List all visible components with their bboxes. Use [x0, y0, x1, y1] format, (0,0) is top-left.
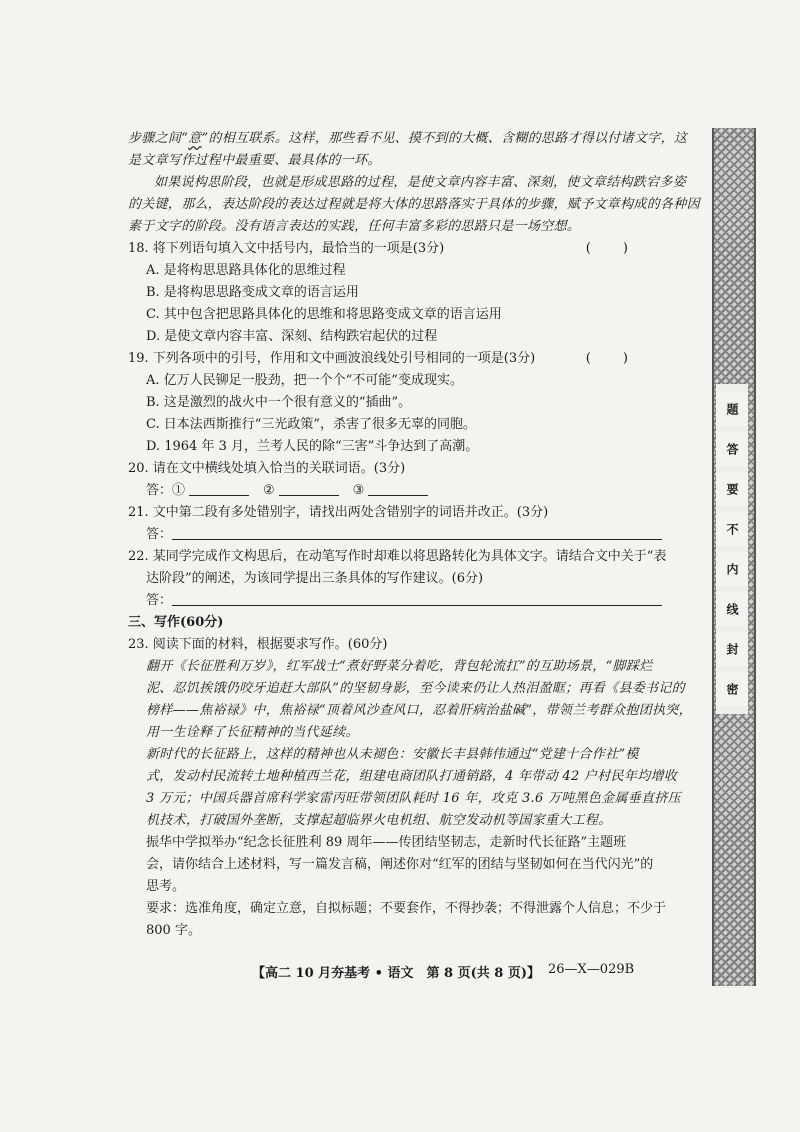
material-line: 榜样——焦裕禄》中，焦裕禄“顶着风沙查风口，忍着肝病治盐碱”，带领兰考群众抱团执突，: [146, 703, 692, 718]
passage-line: 是文章写作过程中最重要、最具体的一环。: [128, 153, 381, 168]
strip-label: 不: [716, 512, 748, 546]
question-19-stem: 19. 下列各项中的引号，作用和文中画波浪线处引号相同的一项是(3分) ( ): [128, 348, 668, 370]
question-21-stem: 21. 文中第二段有多处错别字，请找出两处含错别字的词语并改正。(3分): [128, 505, 549, 520]
requirement-line: 要求：选准角度，确定立意，自拟标题；不要套作，不得抄袭；不得泄露个人信息；不少于: [146, 901, 667, 916]
strip-label: 密: [716, 672, 748, 706]
material-line: 泥、忍饥挨饿仍咬牙追赶大部队”的坚韧身影，至今读来仍让人热泪盈眶；再看《县委书记的: [146, 681, 685, 696]
passage-line: 步骤之间“意”的相互联系。这样，那些看不见、摸不到的大概、含糊的思路才得以付诸文字，这: [128, 131, 688, 146]
material-line: 机技术，打破国外垄断，支撑起超临界火电机组、航空发动机等国家重大工程。: [146, 813, 612, 828]
material-line: 翻开《长征胜利万岁》，红军战士“煮好野菜分着吃，背包轮流扛”的互助场景，“脚踩烂: [146, 659, 653, 674]
strip-label: 封: [716, 632, 748, 666]
answer-paren: ( ): [585, 351, 642, 366]
question-23-stem: 23. 阅读下面的材料，根据要求写作。(60分): [128, 637, 388, 652]
page-footer: 【高二 10 月夯基考 • 语文 第 8 页(共 8 页)】: [252, 966, 540, 981]
strip-label: 答: [716, 432, 748, 466]
option: B. 这是激烈的战火中一个很有意义的“插曲”。: [146, 395, 412, 410]
material-line: 新时代的长征路上，这样的精神也从未褪色：安徽长丰县韩伟通过“党建十合作社”模: [146, 747, 639, 762]
question-22-stem: 22. 某同学完成作文构思后，在动笔写作时却难以将思路转化为具体文字。请结合文中关于“表: [128, 549, 667, 564]
option: C. 日本法西斯推行“三光政策”，杀害了很多无辜的同胞。: [146, 417, 477, 432]
option: C. 其中包含把思路具体化的思维和将思路变成文章的语言运用: [146, 307, 502, 322]
question-18-stem: 18. 将下列语句填入文中括号内，最恰当的一项是(3分) ( ): [128, 238, 668, 260]
answer-blank[interactable]: [189, 481, 249, 496]
question-20-answer: 答：① ② ③: [128, 480, 668, 502]
strip-label: 要: [716, 472, 748, 506]
passage-line: 的关键，那么，表达阶段的表达过程就是将大体的思路落实于具体的步骤，赋予文章构成的各种因: [128, 197, 700, 212]
question-20-stem: 20. 请在文中横线处填入恰当的关联词语。(3分): [128, 461, 406, 476]
requirement-line: 800 字。: [146, 923, 201, 938]
wavy-underlined-word: 意: [188, 131, 202, 146]
passage-line: 素于文字的阶段。没有语言表达的实践，任何丰富多彩的思路只是一场空想。: [128, 219, 581, 234]
answer-blank[interactable]: [279, 481, 339, 496]
prompt-line: 振华中学拟举办“纪念长征胜利 89 周年——传团结坚韧志，走新时代长征路”主题班: [146, 835, 627, 850]
question-22-answer: 答：: [128, 590, 668, 612]
option: A. 亿万人民铆足一股劲，把一个个“不可能”变成现实。: [146, 373, 463, 388]
material-line: 用一生诠释了长征精神的当代延续。: [146, 725, 359, 740]
section-title: 三、写作(60分): [128, 615, 224, 630]
strip-label: 线: [716, 592, 748, 626]
prompt-line: 会，请你结合上述材料，写一篇发言稿，阐述你对“红军的团结与坚韧如何在当代闪光”的: [146, 857, 654, 872]
strip-label: 内: [716, 552, 748, 586]
answer-blank[interactable]: [368, 481, 428, 496]
prompt-line: 思考。: [146, 879, 186, 894]
option: D. 是使文章内容丰富、深刻、结构跌宕起伏的过程: [146, 329, 438, 344]
question-21-answer: 答：: [128, 524, 668, 546]
option: A. 是将构思思路具体化的思维过程: [146, 263, 346, 278]
passage-line: 如果说构思阶段，也就是形成思路的过程，是使文章内容丰富、深刻，使文章结构跌宕多姿: [154, 175, 687, 190]
page-content: [128, 128, 700, 942]
answer-paren: ( ): [585, 241, 642, 256]
strip-label: 题: [716, 392, 748, 426]
option: D. 1964 年 3 月，兰考人民的除“三害”斗争达到了高潮。: [146, 439, 479, 454]
option: B. 是将构思思路变成文章的语言运用: [146, 285, 359, 300]
material-line: 式，发动村民流转土地种植西兰花，组建电商团队打通销路，4 年带动 42 户村民年均增收: [146, 769, 678, 784]
answer-line[interactable]: [172, 525, 662, 540]
answer-line[interactable]: [172, 591, 662, 606]
exam-code: 26—X—029B: [548, 962, 635, 977]
material-line: 3 万元；中国兵器首席科学家雷丙旺带领团队耗时 16 年，攻克 3.6 万吨黑色金属垂直挤压: [146, 791, 681, 806]
question-22-stem: 达阶段”的阐述，为该同学提出三条具体的写作建议。(6分): [146, 571, 484, 586]
